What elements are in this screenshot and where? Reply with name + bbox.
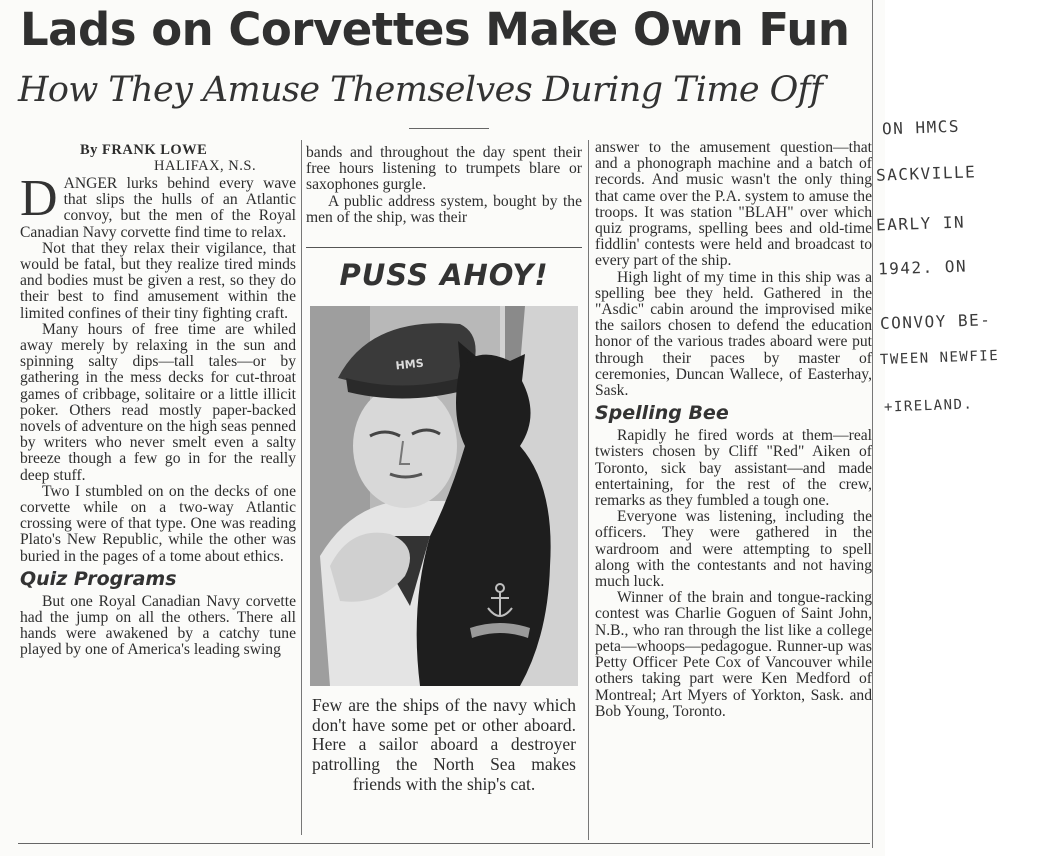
paragraph: But one Royal Canadian Navy corvette had the jump on all the others. There all hands were awakened by a catchy tune played by one of America's leading swing: [20, 592, 296, 659]
handwritten-note-line: +IRELAND.: [883, 396, 974, 416]
handwritten-note-line: SACKVILLE: [875, 162, 977, 185]
clipping-edge: [872, 0, 873, 848]
article-column-3: [595, 140, 872, 720]
subheadline: How They Amuse Themselves During Time Off: [18, 70, 823, 110]
paragraph: bands and throughout the day spent their free hours listening to trumpets blare or saxophones gurgle.: [306, 144, 582, 194]
paragraph: A public address system, bought by the men of the ship, was their: [306, 192, 582, 226]
drop-cap: D: [20, 170, 58, 227]
photo-caption: Few are the ships of the navy which don't have some pet or other aboard. Here a sailor aboard a destroyer patrolling the North Sea makes friends with the ship's cat.: [312, 695, 576, 794]
article-column-1: [20, 142, 296, 659]
dateline: HALIFAX, N.S.: [154, 158, 257, 174]
headline: Lads on Corvettes Make Own Fun: [20, 3, 850, 56]
paragraph: High light of my time in this ship was a spelling bee they held. Gathered in the "Asdic" cabin around the improvised mike the sailors chosen to defend the education honor of the various trades aboard were put through their paces by master of ceremonies, Duncan Wallece, of Easterhay, Sask.: [595, 268, 872, 400]
sailor-with-cat-photo: [310, 306, 578, 686]
paragraph: Rapidly he fired words at them—real twisters chosen by Cliff "Red" Aiken of Toronto, sick bay assistant—and made entertaining, for the rest of the crew, remarks as they fumbled a tough one.: [595, 427, 872, 510]
box-rule: [306, 247, 582, 248]
paragraph: Two I stumbled on on the decks of one corvette while on a two-way Atlantic crossing were of that type. One was reading Plato's New Republic, while the other was buried in the pages of a tome about ethics.: [20, 482, 296, 565]
headline-rule: [409, 128, 489, 129]
paragraph: Everyone was listening, including the officers. They were gathered in the wardroom and were attempting to spell along with the contestants and not having much luck.: [595, 508, 872, 591]
handwritten-note-line: TWEEN NEWFIE: [879, 347, 1000, 369]
column-rule-left: [301, 140, 302, 835]
article-column-2: [306, 145, 582, 226]
handwritten-note-line: CONVOY BE-: [879, 310, 992, 333]
handwritten-note-line: EARLY IN: [875, 212, 966, 235]
handwritten-note-line: ON HMCS: [881, 116, 961, 139]
paragraph: answer to the amusement question—that and a phonograph machine and a batch of records. And music wasn't the only thing that came over the P.A. system to amuse the troops. It was station "BLAH" over which quiz programs, spelling bees and old-time fiddlin' contests were held and broadcast to every part of the ship.: [595, 139, 872, 270]
bottom-rule: [18, 843, 870, 844]
column-rule-right: [588, 140, 589, 840]
paragraph: Many hours of free time are whiled away merely by relaxing in the sun and spinning salty dips—tall tales—or by gathering in the mess decks for cut-throat games of cribbage, solitaire or a little illicit poker. Others read mostly paper-backed novels of adventure on the high seas penned by writers who never smelt even a salty breeze though a few go in for the really deep stuff.: [20, 320, 296, 484]
photo-box-title: PUSS AHOY!: [339, 258, 549, 292]
byline: By FRANK LOWE: [80, 142, 208, 158]
paragraph: Winner of the brain and tongue-racking contest was Charlie Goguen of Saint John, N.B., who ran through the list like a college peta—whoops—pedagogue. Runner-up was Petty Officer Pete Cox of Vancouver while others taking part were Ken Medford of Montreal; Art Myers of Yorkton, Sask. and Bob Young, Toronto.: [595, 589, 872, 720]
section-heading-spelling: Spelling Bee: [595, 402, 729, 425]
section-heading-quiz: Quiz Programs: [20, 567, 177, 590]
handwritten-note-line: 1942. ON: [877, 256, 968, 279]
paragraph: Not that they relax their vigilance, that would be fatal, but they realize tired minds and bodies must be given a rest, so they do their best to find amusement within the limited confines of their tiny fighting craft.: [20, 239, 296, 322]
cap-band-text: HMS: [394, 356, 425, 373]
paragraph: DANGER lurks behind every wave that slips the hulls of an Atlantic convoy, but the men of the Royal Canadian Navy corvette find time to relax.: [20, 170, 296, 241]
